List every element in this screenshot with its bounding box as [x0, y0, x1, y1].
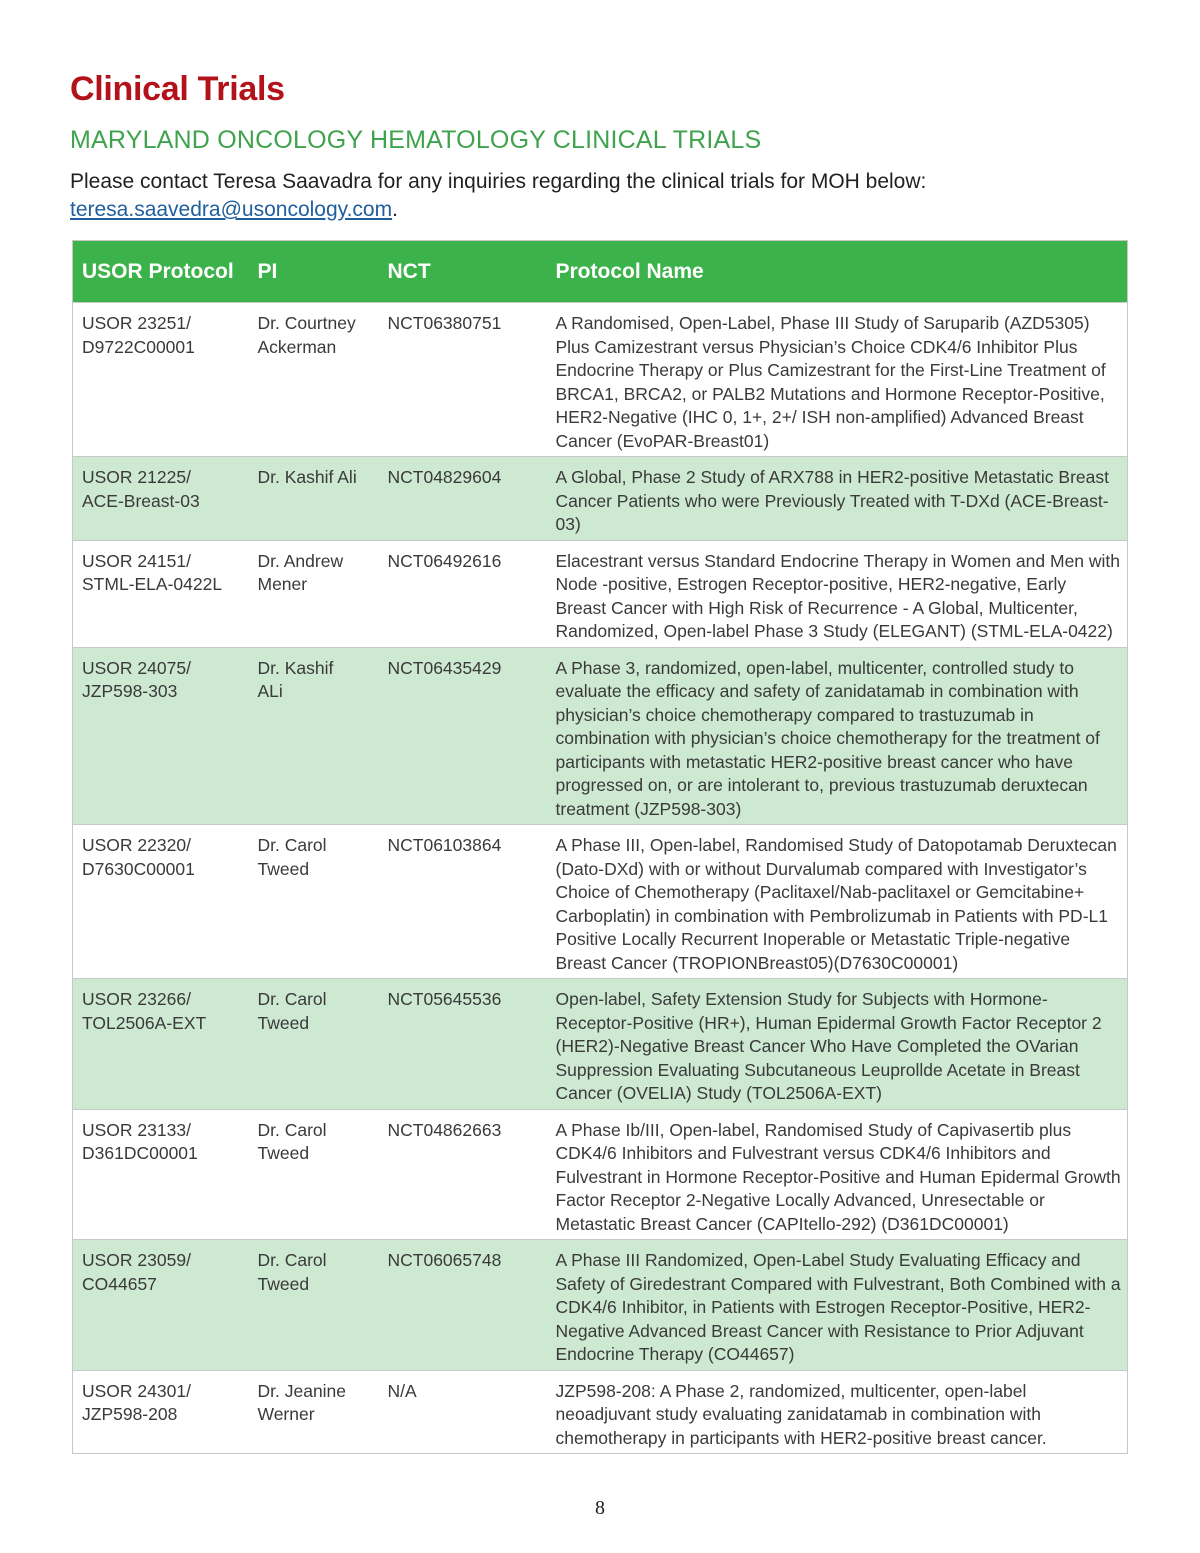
page-title: Clinical Trials [70, 70, 285, 108]
cell-usor-protocol: USOR 22320/ D7630C00001 [73, 825, 249, 979]
cell-pi: Dr. Jeanine Werner [249, 1370, 379, 1454]
cell-pi: Dr. Carol Tweed [249, 979, 379, 1110]
cell-pi: Dr. Kashif Ali [249, 457, 379, 541]
table-header-row [73, 241, 1128, 303]
cell-protocol-name: A Randomised, Open-Label, Phase III Study of Saruparib (AZD5305) Plus Camizestrant versus Physician’s Choice CDK4/6 Inhibitor Plus Endocrine Therapy or Plus Camizestrant for the First-Line Treatment of BRCA1, BRCA2, or PALB2 Mutations and Hormone Receptor-Positive, HER2-Negative (IHC 0, 1+, 2+/ ISH non-amplified) Advanced Breast Cancer (EvoPAR-Breast01) [547, 303, 1128, 457]
cell-nct: NCT06435429 [379, 647, 547, 825]
cell-usor-protocol: USOR 24301/ JZP598-208 [73, 1370, 249, 1454]
header-usor-protocol: USOR Protocol [82, 259, 234, 283]
cell-pi: Dr. Courtney Ackerman [249, 303, 379, 457]
contact-email-link[interactable]: teresa.saavedra@usoncology.com [70, 198, 393, 221]
cell-nct: NCT04829604 [379, 457, 547, 541]
cell-usor-protocol: USOR 23266/ TOL2506A-EXT [73, 979, 249, 1110]
table-row [73, 303, 1128, 457]
cell-nct: NCT04862663 [379, 1109, 547, 1240]
cell-usor-protocol: USOR 21225/ ACE-Breast-03 [73, 457, 249, 541]
cell-protocol-name: JZP598-208: A Phase 2, randomized, multicenter, open-label neoadjuvant study evaluating zanidatamab in combination with chemotherapy in participants with HER2-positive breast cancer. [547, 1370, 1128, 1454]
cell-protocol-name: A Global, Phase 2 Study of ARX788 in HER2-positive Metastatic Breast Cancer Patients who were Previously Treated with T-DXd (ACE-Breast-03) [547, 457, 1128, 541]
cell-nct: NCT06492616 [379, 540, 547, 647]
cell-usor-protocol: USOR 23251/ D9722C00001 [73, 303, 249, 457]
cell-usor-protocol: USOR 24075/ JZP598-303 [73, 647, 249, 825]
cell-pi: Dr. Carol Tweed [249, 825, 379, 979]
page-number: 8 [595, 1497, 605, 1519]
cell-usor-protocol: USOR 23133/ D361DC00001 [73, 1109, 249, 1240]
cell-nct: N/A [379, 1370, 547, 1454]
table-row [73, 647, 1128, 825]
cell-pi: Dr. Kashif ALi [249, 647, 379, 825]
table-row [73, 540, 1128, 647]
contact-text: Please contact Teresa Saavadra for any inquiries regarding the clinical trials for MOH below: [70, 170, 927, 193]
contact-paragraph [70, 168, 1130, 224]
cell-protocol-name: Open-label, Safety Extension Study for Subjects with Hormone-Receptor-Positive (HR+), Human Epidermal Growth Factor Receptor 2 (HER2)-Negative Breast Cancer Who Have Completed the OVarian Suppression Evaluating Subcutaneous Leuprollde Acetate in Breast Cancer (OVELIA) Study (TOL2506A-EXT) [547, 979, 1128, 1110]
clinical-trials-table [72, 240, 1128, 1454]
header-pi: PI [257, 259, 278, 283]
header-protocol-name: Protocol Name [555, 259, 704, 283]
table-row [73, 979, 1128, 1110]
table-row [73, 1109, 1128, 1240]
cell-pi: Dr. Carol Tweed [249, 1240, 379, 1371]
table-row [73, 825, 1128, 979]
cell-protocol-name: Elacestrant versus Standard Endocrine Therapy in Women and Men with Node -positive, Estrogen Receptor-positive, HER2-negative, Early Breast Cancer with High Risk of Recurrence - A Global, Multicenter, Randomized, Open-label Phase 3 Study (ELEGANT) (STML-ELA-0422) [547, 540, 1128, 647]
header-nct: NCT [387, 259, 431, 283]
cell-protocol-name: A Phase Ib/III, Open-label, Randomised Study of Capivasertib plus CDK4/6 Inhibitors and Fulvestrant versus CDK4/6 Inhibitors and Fulvestrant in Hormone Receptor-Positive and Human Epidermal Growth Factor Receptor 2-Negative Locally Advanced, Unresectable or Metastatic Breast Cancer (CAPItello-292) (D361DC00001) [547, 1109, 1128, 1240]
cell-protocol-name: A Phase 3, randomized, open-label, multicenter, controlled study to evaluate the efficacy and safety of zanidatamab in combination with physician’s choice chemotherapy compared to trastuzumab in combination with physician’s choice chemotherapy for the treatment of participants with metastatic HER2-positive breast cancer who have progressed on, or are intolerant to, previous trastuzumab deruxtecan treatment (JZP598-303) [547, 647, 1128, 825]
table-row [73, 1370, 1128, 1454]
section-subtitle: MARYLAND ONCOLOGY HEMATOLOGY CLINICAL TRIALS [70, 126, 762, 154]
cell-protocol-name: A Phase III Randomized, Open-Label Study Evaluating Efficacy and Safety of Giredestrant Compared with Fulvestrant, Both Combined with a CDK4/6 Inhibitor, in Patients with Estrogen Receptor-Positive, HER2-Negative Advanced Breast Cancer with Resistance to Prior Adjuvant Endocrine Therapy (CO44657) [547, 1240, 1128, 1371]
cell-nct: NCT06103864 [379, 825, 547, 979]
cell-nct: NCT06065748 [379, 1240, 547, 1371]
table-row [73, 1240, 1128, 1371]
cell-nct: NCT06380751 [379, 303, 547, 457]
contact-suffix: . [392, 198, 398, 221]
cell-usor-protocol: USOR 23059/ CO44657 [73, 1240, 249, 1371]
cell-pi: Dr. Carol Tweed [249, 1109, 379, 1240]
cell-usor-protocol: USOR 24151/ STML-ELA-0422L [73, 540, 249, 647]
table-row [73, 457, 1128, 541]
cell-protocol-name: A Phase III, Open-label, Randomised Study of Datopotamab Deruxtecan (Dato-DXd) with or without Durvalumab compared with Investigator’s Choice of Chemotherapy (Paclitaxel/Nab-paclitaxel or Gemcitabine+ Carboplatin) in combination with Pembrolizumab in Patients with PD-L1 Positive Locally Recurrent Inoperable or Metastatic Triple-negative Breast Cancer (TROPIONBreast05)(D7630C00001) [547, 825, 1128, 979]
cell-pi: Dr. Andrew Mener [249, 540, 379, 647]
cell-nct: NCT05645536 [379, 979, 547, 1110]
